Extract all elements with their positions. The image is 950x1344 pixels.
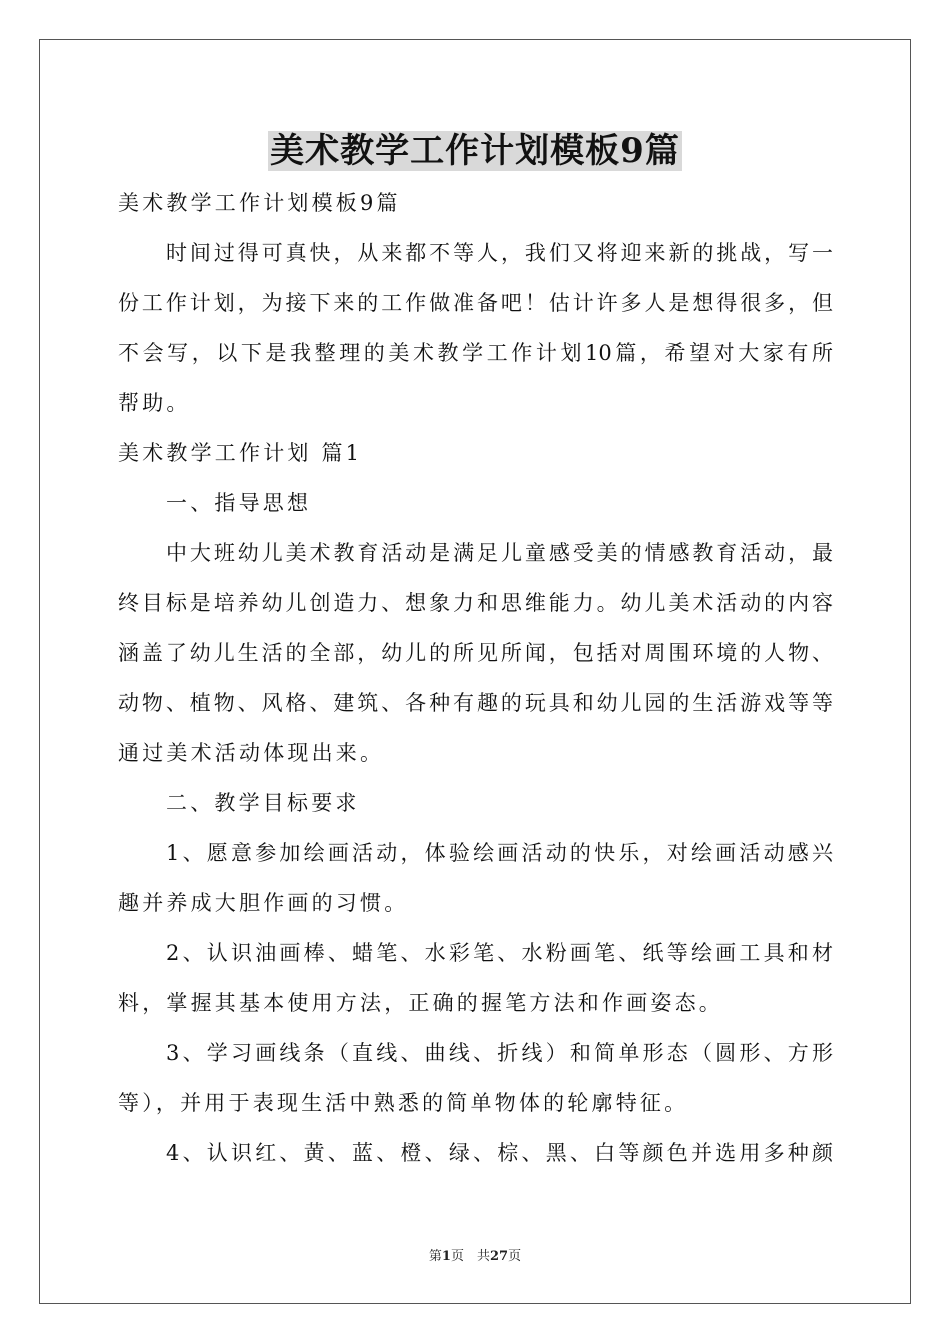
- document-title: [0, 127, 950, 175]
- text-line: 美术教学工作计划 篇1: [118, 441, 363, 465]
- document-body: [118, 178, 833, 1178]
- text-line: 中大班幼儿美术教育活动是满足儿童感受美的情感教育活动，最: [166, 541, 833, 565]
- footer-suffix: 页: [508, 1249, 522, 1264]
- text-line: 等），并用于表现生活中熟悉的简单物体的轮廓特征。: [118, 1091, 689, 1115]
- text-line: 终目标是培养幼儿创造力、想象力和思维能力。幼儿美术活动的内容: [118, 591, 833, 615]
- text-line: 通过美术活动体现出来。: [118, 741, 385, 765]
- text-line: 涵盖了幼儿生活的全部，幼儿的所见所闻，包括对周围环境的人物、: [118, 641, 833, 665]
- footer-middle: 页 共: [450, 1249, 490, 1264]
- document-title-text: 美术教学工作计划模板9篇: [270, 131, 680, 171]
- text-line: 时间过得可真快，从来都不等人，我们又将迎来新的挑战，写一: [166, 241, 833, 265]
- text-line: 二、教学目标要求: [166, 791, 360, 815]
- text-line: 料，掌握其基本使用方法，正确的握笔方法和作画姿态。: [118, 991, 723, 1015]
- text-line: 一、指导思想: [166, 491, 312, 515]
- text-line: 帮助。: [118, 391, 191, 415]
- footer-total-pages: 27: [489, 1249, 509, 1264]
- footer-prefix: 第: [428, 1249, 442, 1264]
- text-line: 1、愿意参加绘画活动，体验绘画活动的快乐，对绘画活动感兴: [166, 841, 833, 865]
- text-line: 动物、植物、风格、建筑、各种有趣的玩具和幼儿园的生活游戏等等: [118, 691, 833, 715]
- text-line: 不会写，以下是我整理的美术教学工作计划10篇，希望对大家有所: [118, 341, 833, 365]
- text-line: 美术教学工作计划模板9篇: [118, 191, 401, 215]
- text-line: 趣并养成大胆作画的习惯。: [118, 891, 409, 915]
- page-footer: [0, 1247, 950, 1267]
- text-line: 3、学习画线条（直线、曲线、折线）和简单形态（圆形、方形: [166, 1041, 833, 1065]
- text-line: 4、认识红、黄、蓝、橙、绿、棕、黑、白等颜色并选用多种颜: [166, 1141, 833, 1165]
- text-line: 2、认识油画棒、蜡笔、水彩笔、水粉画笔、纸等绘画工具和材: [166, 941, 833, 965]
- text-line: 份工作计划，为接下来的工作做准备吧！估计许多人是想得很多，但: [118, 291, 833, 315]
- footer-page-number: 1: [441, 1249, 451, 1264]
